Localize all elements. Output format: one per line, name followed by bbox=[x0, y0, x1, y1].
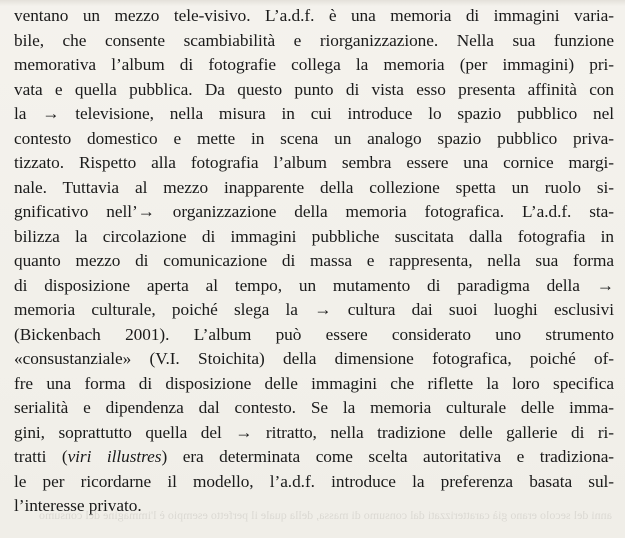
text-line-6: contesto domestico e mette in scena un analogo spazio pubblico priva- bbox=[14, 128, 614, 148]
text-line-11: quanto mezzo di comunicazione di massa e rappresenta, nella sua forma bbox=[14, 251, 614, 270]
text-line-17: serialità e dipendenza dal contesto. Se la memoria culturale delle imma- bbox=[14, 398, 614, 417]
text-line-19-start: tratti ( bbox=[14, 447, 68, 466]
text-line-14: (Bickenbach 2001). L’album può essere considerato uno strumento bbox=[14, 324, 614, 344]
text-line-4: vata e quella pubblica. Da questo punto di vista esso presenta affinità con bbox=[14, 79, 614, 99]
text-line-5: la → televisione, nella misura in cui introduce lo spazio pubblico nel bbox=[14, 104, 614, 123]
text-line-12: di disposizione aperta al tempo, un mutamento di paradigma della → bbox=[14, 275, 614, 295]
text-line-16: fre una forma di disposizione delle immagini che riflette la loro specifica bbox=[14, 373, 614, 393]
text-line-19-end: ) era determinata come scelta autoritativa e tradiziona- bbox=[161, 447, 615, 466]
text-line-15: «consustanziale» (V.I. Stoichita) della dimensione fotografica, poiché of- bbox=[14, 349, 614, 368]
text-line-18: gini, soprattutto quella del → ritratto, nella tradizione delle gallerie di ri- bbox=[14, 422, 614, 442]
text-line-3: memorativa l’album di fotografie collega la memoria (per immagini) pri- bbox=[14, 55, 614, 74]
text-line-9: gnificativo nell’→ organizzazione della memoria fotografica. L’a.d.f. sta- bbox=[14, 202, 614, 221]
text-line-20: le per ricordarne il modello, l’a.d.f. introduce la preferenza basata sul- bbox=[14, 471, 614, 491]
text-line-2: bile, che consente scambiabilità e riorganizzazione. Nella sua funzione bbox=[14, 30, 614, 50]
text-line-7: tizzato. Rispetto alla fotografia l’album sembra essere una cornice margi- bbox=[14, 153, 614, 172]
italic-viri-illustres: viri illustres bbox=[67, 447, 162, 466]
text-line-21: l’interesse privato. bbox=[14, 496, 142, 515]
text-line-10: bilizza la circolazione di immagini pubbliche suscitata dalla fotografia in bbox=[14, 226, 614, 246]
text-line-8: nale. Tuttavia al mezzo inapparente della collezione spetta un ruolo si- bbox=[14, 177, 614, 197]
text-line-1: ventano un mezzo tele-visivo. L’a.d.f. è una memoria di immagini varia- bbox=[14, 6, 614, 25]
text-line-19 bbox=[14, 445, 614, 470]
bleed-through-text: anni del secolo erano già caratterizzati dal consumo di massa, della quale il perfetto esempio è l'immagine del consumo bbox=[39, 508, 612, 522]
body-text-block bbox=[14, 4, 614, 519]
text-line-13: memoria culturale, poiché slega la → cultura dai suoi luoghi esclusivi bbox=[14, 300, 614, 319]
